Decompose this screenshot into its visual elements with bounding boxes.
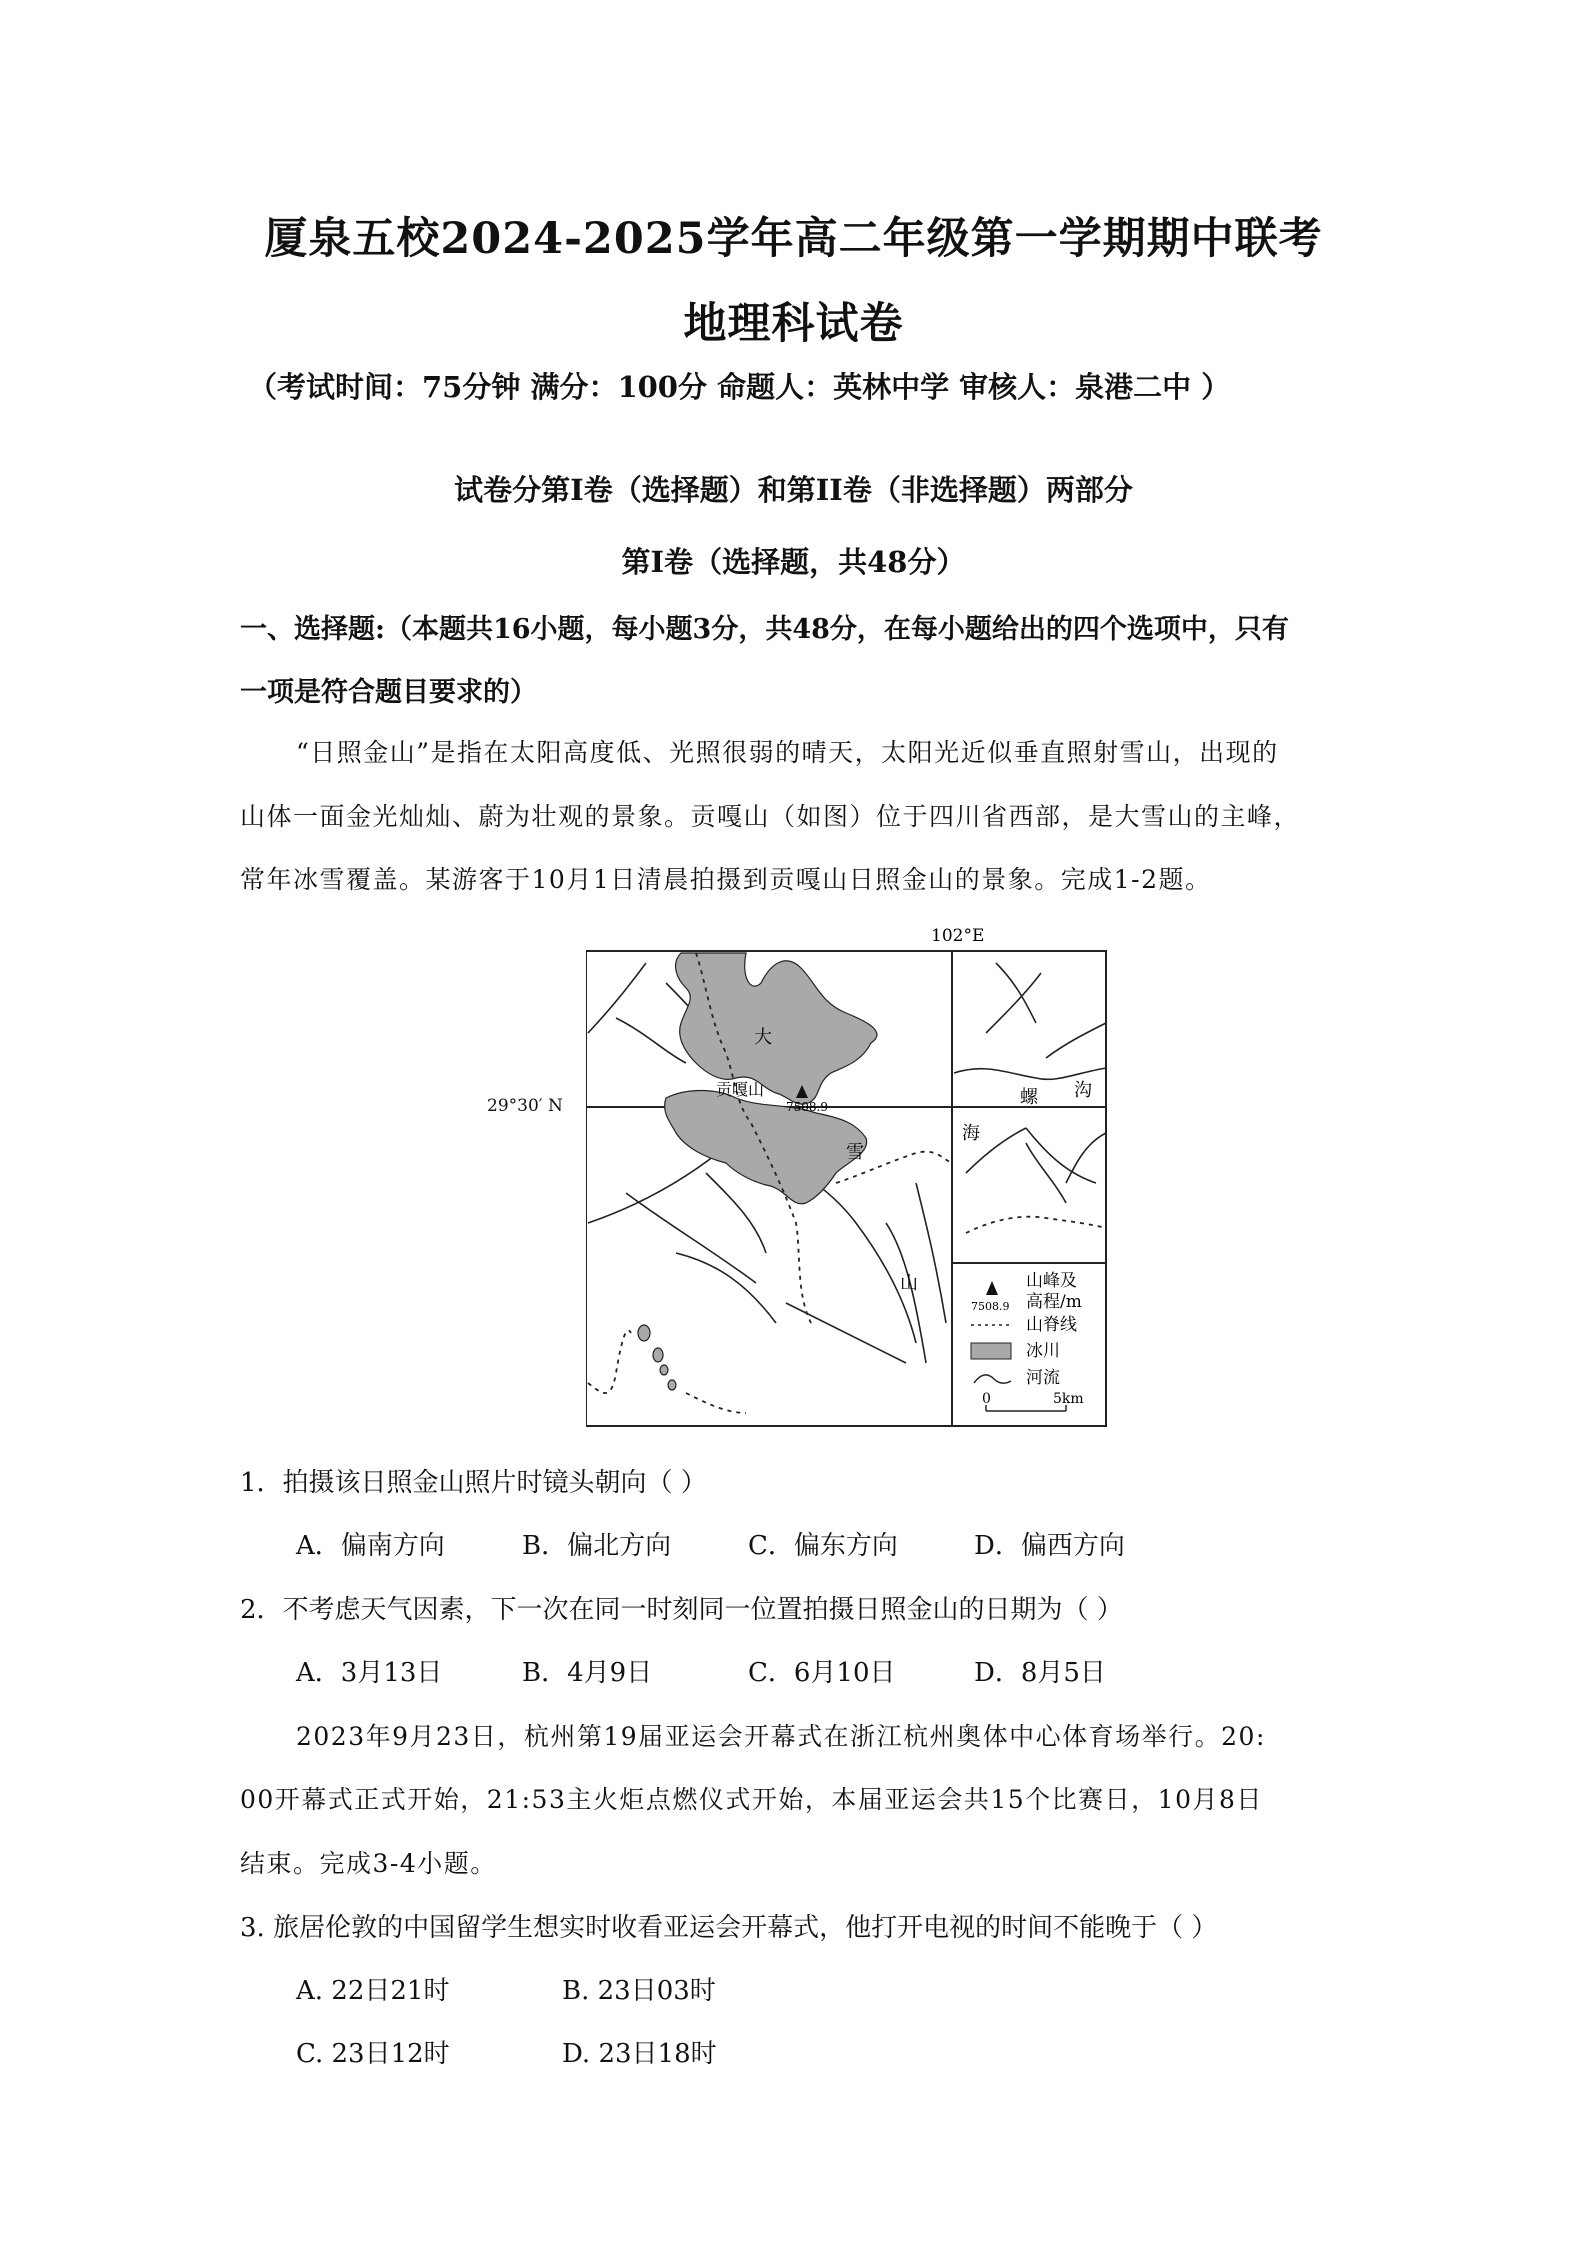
q1-option-d: D．偏西方向 [974, 1531, 1125, 1561]
q2-option-d: D．8月5日 [974, 1658, 1106, 1688]
q3-option-d: D. 23日18时 [562, 2039, 717, 2069]
glacier-areas [638, 953, 877, 1390]
legend-peak-sample: 7508.9 [971, 1300, 1010, 1313]
peak-name: 贡嘎山 [716, 1080, 765, 1099]
longitude-label: 102°E [931, 926, 985, 946]
subject-title: 地理科试卷 [683, 299, 904, 349]
river-char-3: 海 [962, 1123, 980, 1144]
q3-option-a: A. 22日21时 [296, 1976, 450, 2006]
q1-option-b: B．偏北方向 [522, 1531, 672, 1561]
legend-peak-icon [986, 1281, 998, 1295]
q1-option-a: A．偏南方向 [296, 1531, 445, 1561]
legend-river: 河流 [1026, 1368, 1060, 1388]
legend-ridge: 山脊线 [1026, 1315, 1077, 1335]
legend-scale-0: 0 [982, 1391, 991, 1407]
instruction-line-1: 一、选择题:（本题共16小题，每小题3分，共48分，在每小题给出的四个选项中，只有 [240, 614, 1289, 645]
instruction-line-2: 一项是符合题目要求的） [240, 677, 537, 708]
question-1-stem: 1．拍摄该日照金山照片时镜头朝向（ ） [240, 1468, 707, 1498]
latitude-label-text: 29°30′ N [487, 1096, 563, 1116]
passage1-line2: 山体一面金光灿灿、蔚为壮观的景象。贡嘎山（如图）位于四川省西部，是大雪山的主峰， [240, 802, 1301, 831]
q3-option-b: B. 23日03时 [562, 1976, 716, 2006]
paper-overview: 试卷分第Ⅰ卷（选择题）和第II卷（非选择题）两部分 [454, 473, 1133, 507]
q2-option-b: B．4月9日 [522, 1658, 653, 1688]
q2-option-a: A．3月13日 [296, 1658, 443, 1688]
legend-peak-label-1: 山峰及 [1026, 1271, 1077, 1291]
map-legend [952, 1263, 1106, 1411]
passage1-line3: 常年冰雪覆盖。某游客于10月1日清晨拍摄到贡嘎山日照金山的景象。完成1-2题。 [240, 865, 1212, 894]
question-2-stem: 2．不考虑天气因素，下一次在同一时刻同一位置拍摄日照金山的日期为（ ） [240, 1595, 1123, 1625]
legend-peak-label-2: 高程/m [1026, 1292, 1082, 1312]
question-3-stem: 3. 旅居伦敦的中国留学生想实时收看亚运会开幕式，他打开电视的时间不能晚于（ ） [240, 1913, 1218, 1943]
exam-info: （考试时间：75分钟 满分：100分 命题人：英林中学 审核人：泉港二中 ） [248, 370, 1231, 404]
passage2-line3: 结束。完成3-4小题。 [240, 1849, 497, 1878]
exam-title: 厦泉五校2024-2025学年高二年级第一学期期中联考 [264, 214, 1323, 264]
q3-option-c: C. 23日12时 [296, 2039, 450, 2069]
passage1-line1: “日照金山”是指在太阳高度低、光照很弱的晴天，太阳光近似垂直照射雪山，出现的 [296, 738, 1279, 767]
legend-glacier: 冰川 [1026, 1341, 1060, 1361]
legend-scale-5: 5km [1053, 1391, 1084, 1407]
peak-elevation: 7508.9 [786, 1100, 828, 1114]
q1-option-c: C．偏东方向 [748, 1531, 898, 1561]
range-char-3: 山 [900, 1273, 918, 1294]
part1-title: 第Ⅰ卷（选择题，共48分） [621, 545, 966, 579]
gongga-map [586, 923, 1116, 1435]
passage2-line2: 00开幕式正式开始，21:53主火炬点燃仪式开始，本届亚运会共15个比赛日，10月8日 [240, 1785, 1263, 1814]
range-char-1: 大 [754, 1027, 772, 1048]
river-char-2: 沟 [1074, 1080, 1092, 1101]
river-char-1: 螺 [1020, 1087, 1038, 1108]
passage2-line1: 2023年9月23日，杭州第19届亚运会开幕式在浙江杭州奥体中心体育场举行。20: [296, 1722, 1266, 1751]
q2-option-c: C．6月10日 [748, 1658, 896, 1688]
range-char-2: 雪 [846, 1142, 864, 1163]
